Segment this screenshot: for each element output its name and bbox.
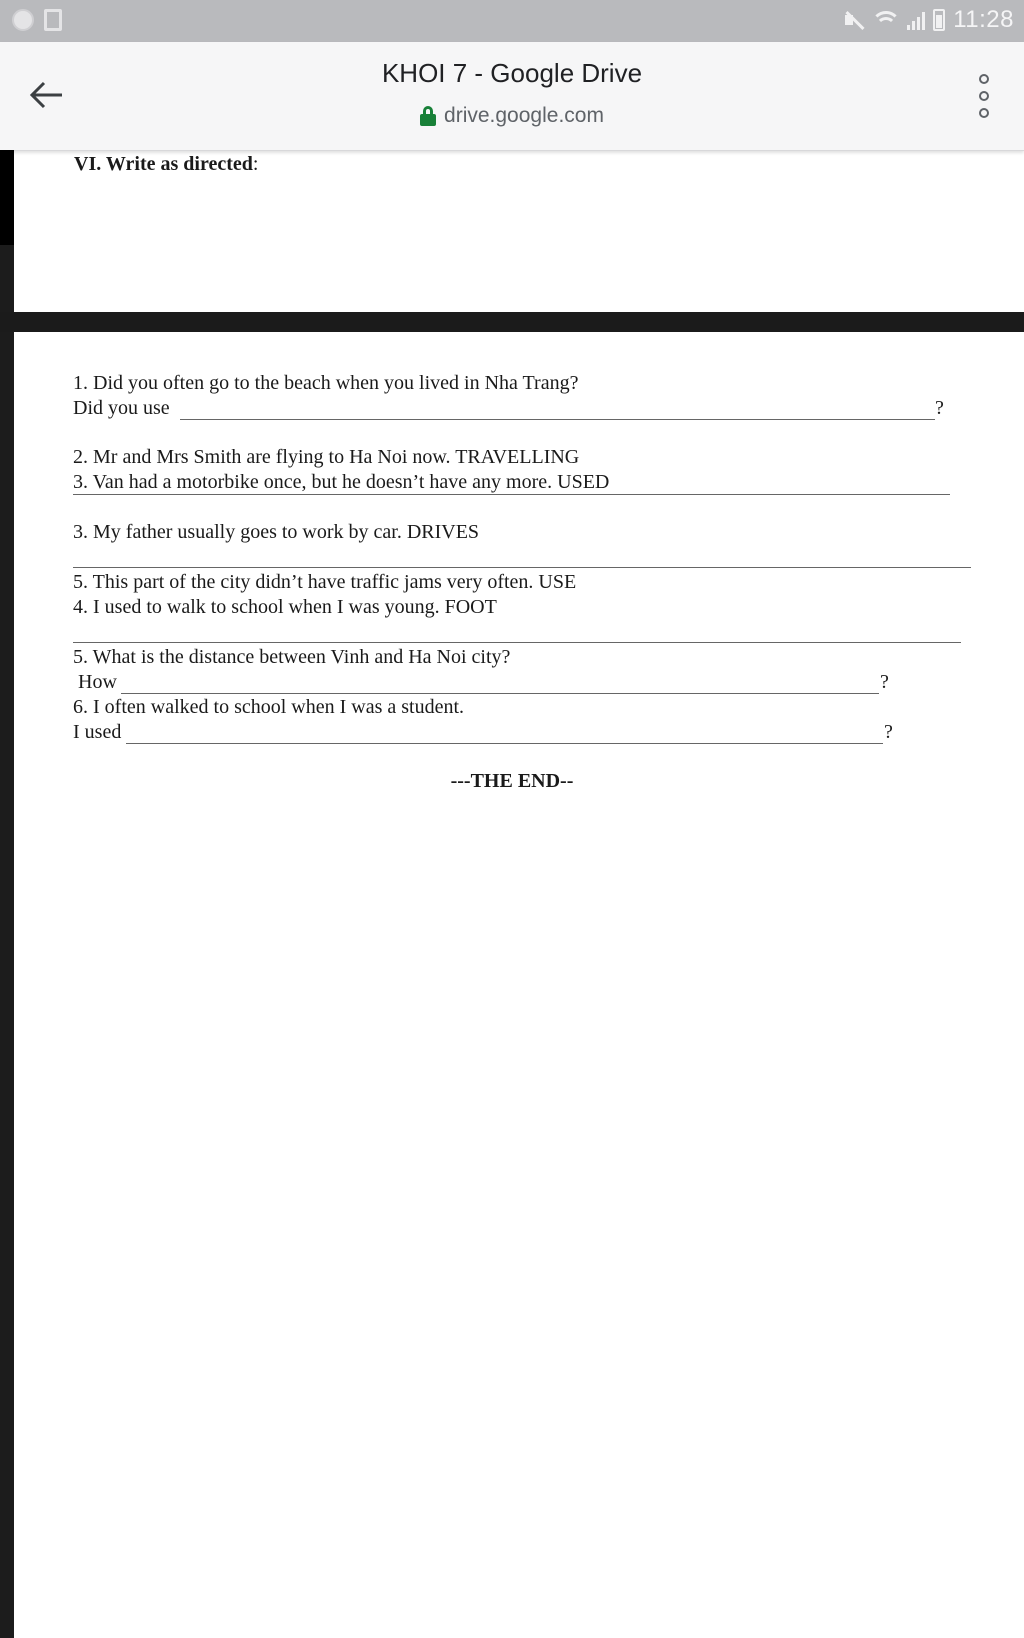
answer-line-3b[interactable] — [73, 567, 971, 568]
the-end-text: ---THE END-- — [450, 770, 574, 792]
document-icon — [44, 9, 62, 31]
question-6: 6. I often walked to school when I was a student. — [73, 696, 465, 718]
answer-line-4[interactable] — [73, 642, 961, 643]
wifi-icon — [873, 9, 899, 31]
url-text: drive.google.com — [444, 104, 604, 127]
page-title: KHOI 7 - Google Drive — [381, 58, 643, 88]
answer-prefix-5: How — [78, 671, 117, 693]
answer-line-3[interactable] — [73, 494, 950, 495]
answer-suffix-1: ? — [935, 397, 944, 419]
status-right-icons — [843, 6, 1014, 34]
record-icon — [12, 9, 34, 31]
answer-line-6[interactable] — [126, 743, 883, 744]
answer-suffix-5: ? — [880, 671, 889, 693]
question-5: 5. This part of the city didn’t have traffic jams very often. USE — [73, 571, 577, 593]
app-bar — [0, 42, 1024, 151]
url-row — [0, 104, 1024, 128]
lock-icon — [420, 106, 436, 126]
viewer-edge — [0, 150, 14, 1638]
status-bar — [0, 0, 1024, 42]
status-left-icons — [12, 9, 62, 31]
question-2: 2. Mr and Mrs Smith are flying to Ha Noi now. TRAVELLING — [73, 446, 580, 468]
answer-line-5[interactable] — [121, 693, 879, 694]
viewer-edge-top — [0, 150, 14, 245]
more-options-icon[interactable] — [972, 74, 996, 118]
mute-icon — [843, 9, 865, 31]
answer-line-1[interactable] — [180, 419, 935, 420]
status-time: 11:28 — [953, 6, 1014, 33]
question-1: 1. Did you often go to the beach when you lived in Nha Trang? — [73, 372, 579, 394]
page-separator — [0, 312, 1024, 332]
question-3: 3. Van had a motorbike once, but he doesn’t have any more. USED — [73, 471, 610, 493]
question-4: 4. I used to walk to school when I was young. FOOT — [73, 596, 497, 618]
signal-icon — [907, 10, 925, 30]
answer-suffix-6: ? — [884, 721, 893, 743]
question-3b: 3. My father usually goes to work by car. DRIVES — [73, 521, 480, 543]
battery-icon — [933, 9, 945, 31]
answer-prefix-1: Did you use — [73, 397, 170, 419]
answer-prefix-6: I used — [73, 721, 122, 743]
question-5b: 5. What is the distance between Vinh and Ha Noi city? — [73, 646, 511, 668]
section-heading: VI. Write as directed: — [74, 153, 259, 175]
